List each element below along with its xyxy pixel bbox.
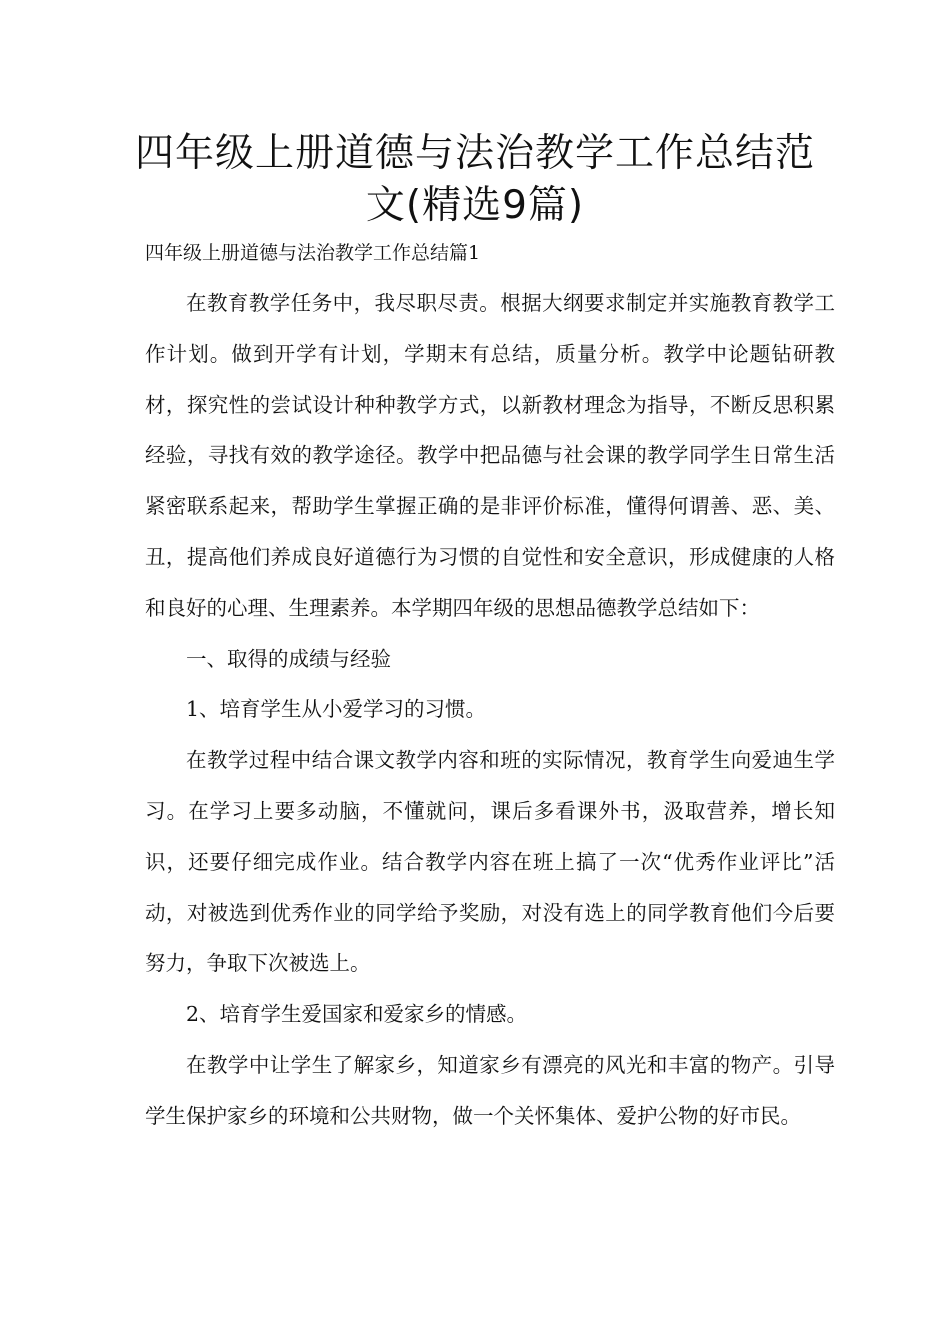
document-title-line-2: 文(精选9篇) — [365, 183, 585, 228]
heading-point-1: 1、培育学生从小爱学习的习惯。 — [186, 697, 487, 722]
heading-point-2: 2、培育学生爱国家和爱家乡的情感。 — [186, 1002, 528, 1027]
paragraph-point-1: 在教学过程中结合课文教学内容和班的实际情况，教育学生向爱迪生学习。在学习上要多动脑，不懂就问，课后多看课外书，汲取营养，增长知识，还要仔细完成作业。结合教学内容在班上搞了一次“优秀作业评比”活动，对被选到优秀作业的同学给予奖励，对没有选上的同学教育他们今后要努力，争取下次被选上。 — [145, 748, 835, 976]
section-title: 四年级上册道德与法治教学工作总结篇1 — [145, 242, 481, 264]
document-title-line-1: 四年级上册道德与法治教学工作总结范 — [134, 131, 815, 176]
paragraph-intro: 在教育教学任务中，我尽职尽责。根据大纲要求制定并实施教育教学工作计划。做到开学有计划，学期末有总结，质量分析。教学中论题钻研教材，探究性的尝试设计种种教学方式，以新教材理念为指导，不断反思积累经验，寻找有效的教学途径。教学中把品德与社会课的教学同学生日常生活紧密联系起来，帮助学生掌握正确的是非评价标准，懂得何谓善、恶、美、丑，提高他们养成良好道德行为习惯的自觉性和安全意识，形成健康的人格和良好的心理、生理素养。本学期四年级的思想品德教学总结如下： — [145, 291, 835, 620]
heading-achievements: 一、取得的成绩与经验 — [186, 646, 391, 671]
document-body — [145, 278, 835, 1142]
paragraph-point-2: 在教学中让学生了解家乡，知道家乡有漂亮的风光和丰富的物产。引导学生保护家乡的环境和公共财物，做一个关怀集体、爱护公物的好市民。 — [145, 1052, 835, 1128]
